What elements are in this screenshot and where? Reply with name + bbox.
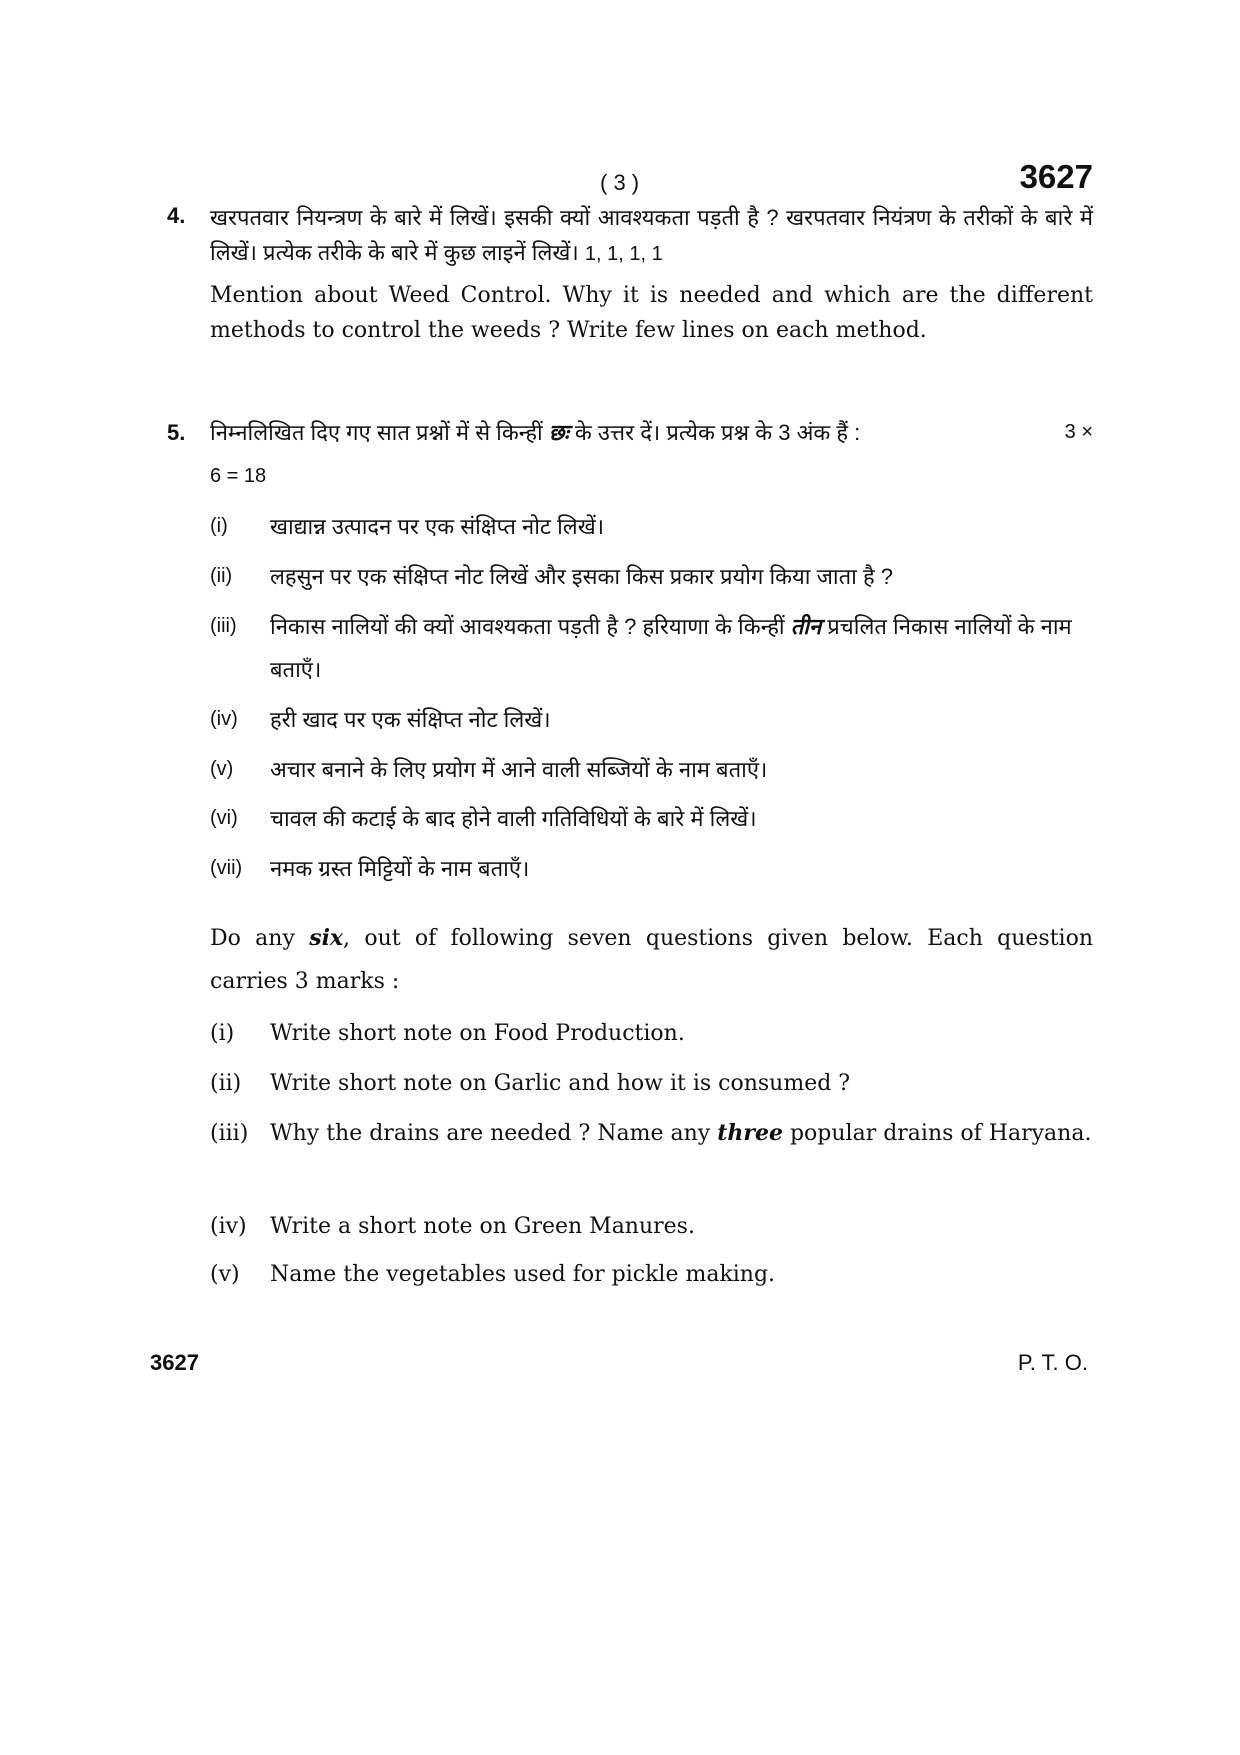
hindi-item-label: (vi) xyxy=(210,807,238,829)
english-item-label: (i) xyxy=(210,1021,235,1046)
hindi-item-vii xyxy=(210,847,1093,890)
hindi-item-label: (vii) xyxy=(210,857,243,879)
question-4-number: 4. xyxy=(167,203,186,228)
question-4-hindi-text: खरपतवार नियन्त्रण के बारे में लिखें। इसकी क्यों आवश्यकता पड़ती है ? खरपतवार नियंत्रण के तरीकों के बारे में लिखें। प्रत्येक तरीके के बारे में कुछ लाइनें लिखें। xyxy=(210,205,1093,265)
question-5-english-intro xyxy=(210,917,1093,1003)
hindi-item-label: (ii) xyxy=(210,565,233,587)
hindi-item-text xyxy=(270,605,1093,691)
english-item-text: Name the vegetables used for pickle making. xyxy=(270,1262,776,1287)
english-item-text: Write short note on Food Production. xyxy=(270,1021,685,1046)
hindi-item-label: (i) xyxy=(210,515,228,537)
page-number: ( 3 ) xyxy=(600,170,640,195)
pto-label: P. T. O. xyxy=(1017,1350,1088,1375)
english-item-label: (iii) xyxy=(210,1121,249,1146)
hindi-item-i xyxy=(210,505,1093,548)
english-item-label: (iv) xyxy=(210,1214,247,1239)
english-item-ii xyxy=(210,1062,1093,1105)
question-5-hindi-intro-b: के उत्तर दें। प्रत्येक प्रश्न के 3 अंक हैं : xyxy=(574,420,861,445)
question-5-number: 5. xyxy=(167,420,186,445)
english-item-label: (v) xyxy=(210,1262,240,1287)
english-item-iii-emphasis: three xyxy=(717,1120,783,1146)
hindi-item-iii-emphasis: तीन xyxy=(790,614,822,639)
hindi-item-v xyxy=(210,748,1093,791)
paper-code-footer: 3627 xyxy=(150,1350,199,1375)
question-5-hindi-intro xyxy=(210,415,1093,450)
hindi-item-text: खाद्यान्न उत्पादन पर एक संक्षिप्त नोट लिखें। xyxy=(270,514,605,539)
hindi-item-text: हरी खाद पर एक संक्षिप्त नोट लिखें। xyxy=(270,707,551,732)
english-item-label: (ii) xyxy=(210,1071,242,1096)
english-item-text xyxy=(270,1112,1093,1155)
hindi-item-label: (iii) xyxy=(210,615,237,637)
hindi-item-label: (v) xyxy=(210,758,234,780)
english-item-v xyxy=(210,1253,1093,1296)
question-5-marks-b: 6 = 18 xyxy=(210,465,267,487)
english-item-text: Write short note on Garlic and how it is consumed ? xyxy=(270,1071,851,1096)
question-4-marks: 1, 1, 1, 1 xyxy=(584,243,663,265)
paper-code-header: 3627 xyxy=(1019,158,1093,195)
hindi-item-iv xyxy=(210,698,1093,741)
hindi-item-vi xyxy=(210,797,1093,840)
question-5-english-intro-a: Do any xyxy=(210,926,295,951)
hindi-item-iii-text-b: प्रचलित निकास नालियों के नाम बताएँ। xyxy=(270,614,1072,682)
question-5-english-intro-b: , out of following seven questions given below. Each question carries 3 marks : xyxy=(210,926,1094,994)
english-item-iii-text-a: Why the drains are needed ? Name any xyxy=(270,1121,711,1146)
hindi-item-label: (iv) xyxy=(210,708,238,730)
english-item-iv xyxy=(210,1205,1093,1248)
hindi-item-ii xyxy=(210,555,1093,598)
english-item-i xyxy=(210,1012,1093,1055)
hindi-item-text: नमक ग्रस्त मिट्टियों के नाम बताएँ। xyxy=(270,856,530,881)
question-5-hindi-intro-a: निम्नलिखित दिए गए सात प्रश्नों में से किन्हीं xyxy=(210,420,543,445)
question-4-english: Mention about Weed Control. Why it is needed and which are the different methods to control the weeds ? Write few lines on each method. xyxy=(210,283,1093,343)
english-item-text: Write a short note on Green Manures. xyxy=(270,1214,695,1239)
english-item-iii xyxy=(210,1112,1093,1155)
english-item-iii-text-b: popular drains of Haryana. xyxy=(789,1121,1092,1146)
question-5-marks-a: 3 × xyxy=(1064,421,1093,443)
question-5-hindi-emphasis: छः xyxy=(548,420,569,445)
question-5-english-emphasis: six xyxy=(309,925,344,951)
hindi-item-iii-text-a: निकास नालियों की क्यों आवश्यकता पड़ती है ? हरियाणा के किन्हीं xyxy=(270,614,785,639)
hindi-item-iii xyxy=(210,605,1093,691)
hindi-item-text: चावल की कटाई के बाद होने वाली गतिविधियों के बारे में लिखें। xyxy=(270,806,757,831)
question-4-hindi xyxy=(210,200,1093,272)
hindi-item-text: लहसुन पर एक संक्षिप्त नोट लिखें और इसका किस प्रकार प्रयोग किया जाता है ? xyxy=(270,564,894,589)
hindi-item-text: अचार बनाने के लिए प्रयोग में आने वाली सब्जियों के नाम बताएँ। xyxy=(270,757,768,782)
